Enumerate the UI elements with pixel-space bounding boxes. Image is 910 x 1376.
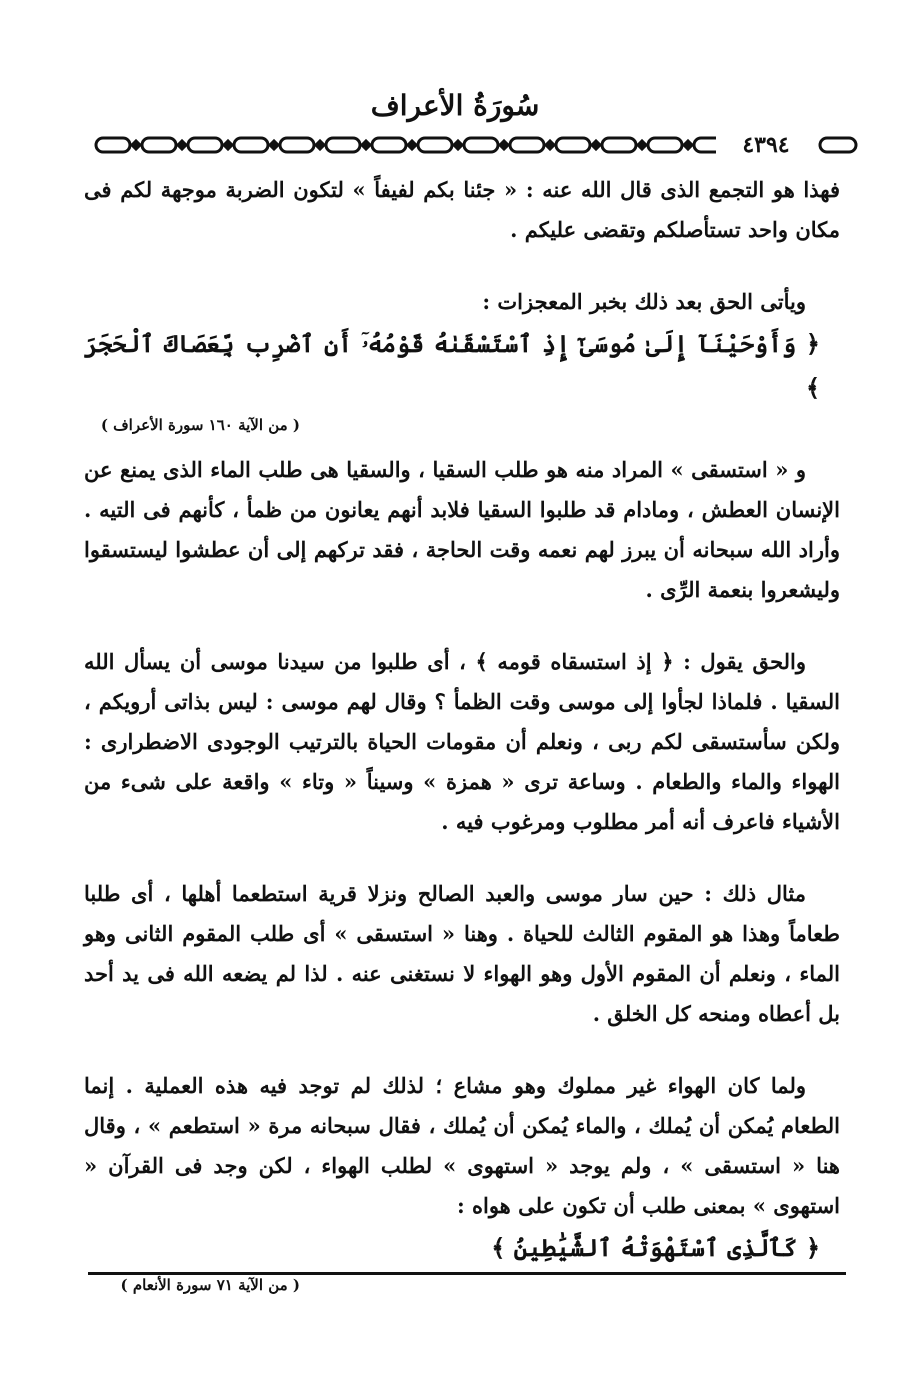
border-diamond	[270, 141, 278, 149]
border-link	[326, 138, 360, 152]
border-link	[820, 138, 856, 152]
border-diamond	[132, 141, 140, 149]
surah-title: سُورَةُ الأعراف	[370, 89, 540, 122]
border-link	[234, 138, 268, 152]
border-link	[372, 138, 406, 152]
border-link	[280, 138, 314, 152]
border-link	[648, 138, 682, 152]
border-link	[96, 138, 130, 152]
quran-verse: ﴿ كَٱلَّذِى ٱسْتَهْوَتْهُ ٱلشَّيَٰطِينُ ﴾	[491, 1233, 820, 1262]
paragraph: ويأتى الحق بعد ذلك بخبر المعجزات :	[482, 289, 806, 314]
border-diamond	[592, 141, 600, 149]
border-diamond	[500, 141, 508, 149]
border-diamond	[454, 141, 462, 149]
paragraph: مثال ذلك : حين سار موسى والعبد الصالح ونزلا قرية استطعما أهلها ، أى طلبا طعاماً وهذا هو المقوم الثالث للحياة . وهنا « استسقى » أى طلب المقوم الثانى وهو الماء ، ونعلم أن المقوم الأول وهو الهواء لا نستغنى عنه . لذا لم يضعه الله فى يد أحد بل أعطاه ومنحه كل الخلق .	[84, 881, 840, 1026]
paragraph: فهذا هو التجمع الذى قال الله عنه : « جئنا بكم لفيفاً » لتكون الضربة موجهة لكم فى مكان واحد تستأصلكم وتقضى عليكم .	[84, 177, 840, 242]
border-link	[188, 138, 222, 152]
verse-reference: ( من الآية ١٦٠ سورة الأعراف )	[100, 416, 300, 434]
paragraph: ولما كان الهواء غير مملوك وهو مشاع ؛ لذلك لم توجد فيه هذه العملية . إنما الطعام يُمكن أن يُملك ، والماء يُمكن أن يُملك ، فقال سبحانه مرة « استطعم » ، وقال هنا « استسقى » ، ولم يوجد « استهوى » لطلب الهواء ، لكن وجد فى القرآن « استهوى » بمعنى طلب أن تكون على هواه :	[84, 1073, 840, 1218]
border-diamond	[362, 141, 370, 149]
paragraph: و « استسقى » المراد منه هو طلب السقيا ، والسقيا هى طلب الماء الذى يمنع عن الإنسان العطش ، ومادام قد طلبوا السقيا فلابد أنهم يعانون من ظمأ ، كأنهم فى التيه . وأراد الله سبحانه أن يبرز لهم نعمه وقت الحاجة ، فقد تركهم إلى أن عطشوا ليستسقوا وليشعروا بنعمة الرِّى .	[84, 457, 840, 602]
border-diamond	[684, 141, 692, 149]
border-diamond	[546, 141, 554, 149]
border-diamond	[638, 141, 646, 149]
footer-rule	[88, 1272, 846, 1275]
border-link	[510, 138, 544, 152]
verse-reference: ( من الآية ٧١ سورة الأنعام )	[120, 1276, 300, 1294]
border-diamond	[224, 141, 232, 149]
border-link	[464, 138, 498, 152]
border-link	[142, 138, 176, 152]
main-text	[84, 170, 840, 1300]
border-link	[556, 138, 590, 152]
border-link	[602, 138, 636, 152]
quran-verse: ﴿ وَأَوْحَيْنَآ إِلَىٰ مُوسَىٰٓ إِذِ ٱسْتَسْقَىٰهُ قَوْمُهُۥٓ أَنِ ٱضْرِب بِّعَصَاكَ ٱلْحَجَرَ ﴾	[84, 329, 820, 402]
paragraph: والحق يقول : ﴿ إذ استسقاه قومه ﴾ ، أى طلبوا من سيدنا موسى أن يسأل الله السقيا . فلماذا لجأوا إلى موسى وقت الظمأ ؟ وقال لهم موسى : ليس بذاتى أرويكم ، ولكن سأستسقى لكم ربى ، ونعلم أن مقومات الحياة بالترتيب الوجودى الاضطرارى : الهواء والماء والطعام . وساعة ترى « همزة » وسيناً « وتاء » واقعة على شىء من الأشياء فاعرف أنه أمر مطلوب ومرغوب فيه .	[84, 649, 840, 834]
border-diamond	[408, 141, 416, 149]
page-number: ٤٣٩٤	[716, 130, 816, 160]
border-diamond	[178, 141, 186, 149]
border-diamond	[316, 141, 324, 149]
border-link	[418, 138, 452, 152]
